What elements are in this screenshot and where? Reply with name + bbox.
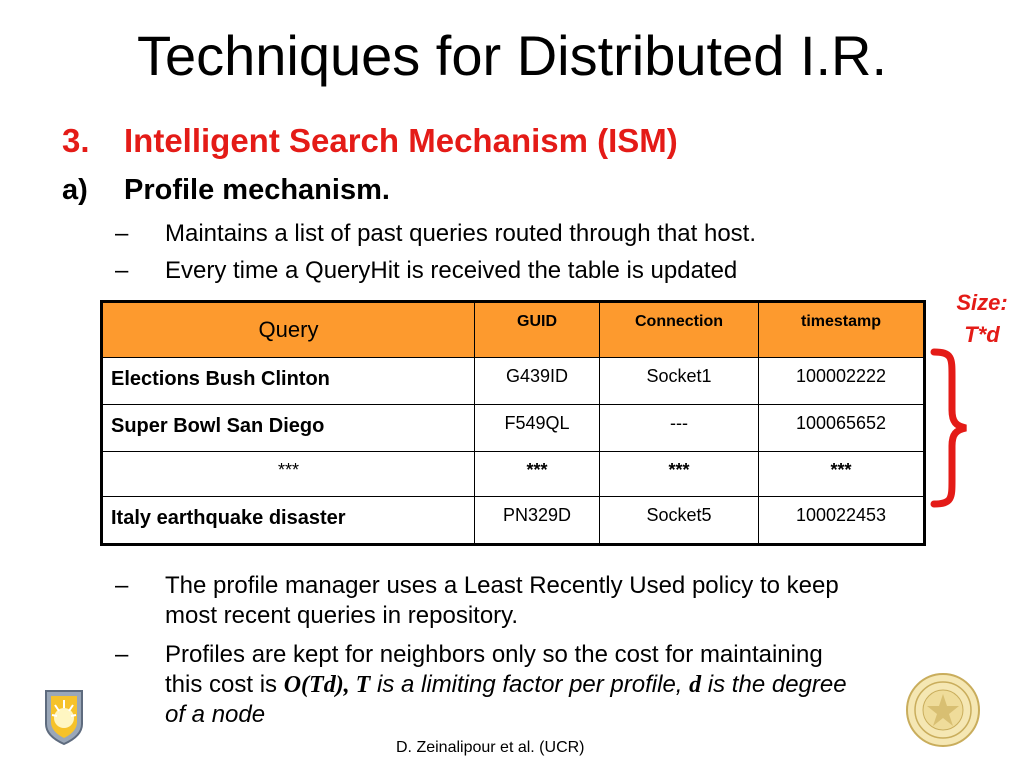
table-row xyxy=(102,452,925,497)
size-formula: T*d xyxy=(964,322,1000,347)
size-annotation xyxy=(946,287,1018,351)
cell-query: Elections Bush Clinton xyxy=(102,358,475,405)
cost-prefix: this cost is xyxy=(165,671,284,698)
section-heading xyxy=(62,122,678,160)
profile-table xyxy=(100,300,926,546)
column-header-connection: Connection xyxy=(600,302,759,358)
degree-variable: d xyxy=(689,672,702,698)
bullet-item xyxy=(115,640,847,730)
cell-guid: F549QL xyxy=(475,405,600,452)
cell-connection: Socket5 xyxy=(600,497,759,545)
bullet-item xyxy=(115,571,839,631)
cost-middle: is a limiting factor per profile, xyxy=(370,671,690,698)
cell-connection: Socket1 xyxy=(600,358,759,405)
dash-marker: – xyxy=(115,220,129,247)
subsection-number: a) xyxy=(62,174,88,206)
cost-expression: O(Td), T xyxy=(283,672,371,698)
cell-timestamp: 100002222 xyxy=(759,358,925,405)
column-header-guid: GUID xyxy=(475,302,600,358)
bullet-text: Every time a QueryHit is received the table is updated xyxy=(165,257,738,284)
bullet-text-line1: The profile manager uses a Least Recently Used policy to keep xyxy=(165,572,839,599)
cell-connection: *** xyxy=(600,452,759,497)
cell-query: Super Bowl San Diego xyxy=(102,405,475,452)
bullet-text: Maintains a list of past queries routed through that host. xyxy=(165,220,757,247)
slide-title: Techniques for Distributed I.R. xyxy=(136,24,888,87)
footer-credit: D. Zeinalipour et al. (UCR) xyxy=(396,739,585,756)
size-label: Size: xyxy=(956,290,1008,315)
cell-guid: G439ID xyxy=(475,358,600,405)
curly-brace-icon xyxy=(922,348,972,508)
dash-marker: – xyxy=(115,641,129,668)
bullet-text-line1: Profiles are kept for neighbors only so the cost for maintaining xyxy=(165,641,823,668)
table-row xyxy=(102,405,925,452)
section-label: Intelligent Search Mechanism (ISM) xyxy=(124,122,678,159)
subsection-label: Profile mechanism. xyxy=(124,174,390,206)
section-number: 3. xyxy=(62,122,90,159)
cell-query: *** xyxy=(102,452,475,497)
bullet-text-line2 xyxy=(165,670,847,700)
cell-guid: PN329D xyxy=(475,497,600,545)
cell-connection: --- xyxy=(600,405,759,452)
bullet-text-line2: most recent queries in repository. xyxy=(165,602,519,629)
university-shield-logo-icon xyxy=(43,688,85,746)
university-seal-icon xyxy=(905,672,981,748)
bullet-item xyxy=(115,219,756,249)
dash-marker: – xyxy=(115,572,129,599)
cell-guid: *** xyxy=(475,452,600,497)
dash-marker: – xyxy=(115,257,129,284)
cell-timestamp: *** xyxy=(759,452,925,497)
subsection-heading xyxy=(62,174,390,207)
cell-timestamp: 100022453 xyxy=(759,497,925,545)
cell-timestamp: 100065652 xyxy=(759,405,925,452)
cost-suffix: is the degree xyxy=(701,671,847,698)
table-row xyxy=(102,497,925,545)
column-header-query: Query xyxy=(102,302,475,358)
bullet-text-line3: of a node xyxy=(165,701,266,728)
column-header-timestamp: timestamp xyxy=(759,302,925,358)
bullet-item xyxy=(115,256,737,286)
table-header-row xyxy=(102,302,925,358)
table-row xyxy=(102,358,925,405)
cell-query: Italy earthquake disaster xyxy=(102,497,475,545)
